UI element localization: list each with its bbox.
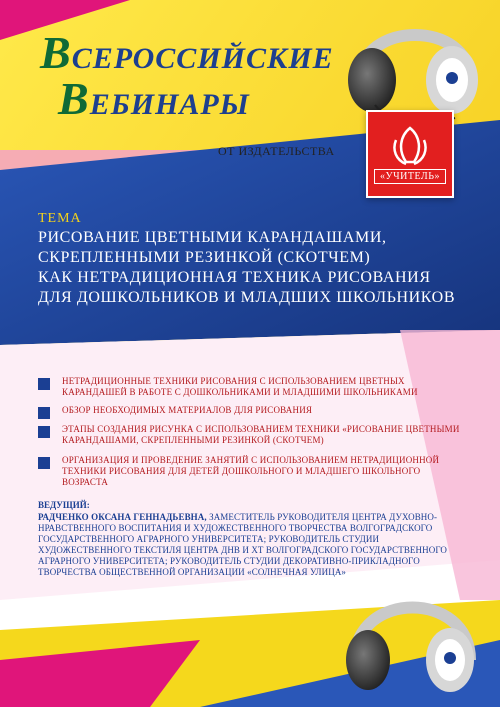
title-initial: В [40, 27, 72, 78]
publisher-label: ОТ ИЗДАТЕЛЬСТВА [218, 144, 335, 158]
bullet-square-icon [38, 457, 50, 469]
topic-title-line: ДЛЯ ДОШКОЛЬНИКОВ И МЛАДШИХ ШКОЛЬНИКОВ [38, 289, 456, 306]
host-name: РАДЧЕНКО ОКСАНА ГЕННАДЬЕВНА, [38, 512, 207, 522]
host-heading: ВЕДУЩИЙ: [38, 500, 90, 510]
title-initial: В [58, 73, 90, 124]
topic-title-line: РИСОВАНИЕ ЦВЕТНЫМИ КАРАНДАШАМИ, [38, 229, 387, 246]
bullet-square-icon [38, 426, 50, 438]
topic-title-line: СКРЕПЛЕННЫМИ РЕЗИНКОЙ (СКОТЧЕМ) [38, 249, 371, 266]
title-line-2 [58, 72, 250, 125]
uchitel-logo [366, 110, 454, 198]
bullet-square-icon [38, 407, 50, 419]
logo-label: «УЧИТЕЛЬ» [374, 169, 446, 184]
topic-heading: ТЕМА [38, 211, 82, 226]
program-item-text: ЭТАПЫ СОЗДАНИЯ РИСУНКА С ИСПОЛЬЗОВАНИЕМ ТЕХНИКИ «РИСОВАНИЕ ЦВЕТНЫМИ КАРАНДАШАМИ, СКРЕПЛЕННЫМИ РЕЗИНКОЙ (СКОТЧЕМ) [62, 424, 460, 445]
title-rest: ЕБИНАРЫ [89, 88, 250, 121]
program-item-text: НЕТРАДИЦИОННЫЕ ТЕХНИКИ РИСОВАНИЯ С ИСПОЛЬЗОВАНИЕМ ЦВЕТНЫХ КАРАНДАШЕЙ В РАБОТЕ С ДОШКОЛЬНИКАМИ И МЛАДШИМИ ШКОЛЬНИКАМИ [62, 376, 418, 397]
host-description [38, 512, 462, 578]
title-rest: СЕРОССИЙСКИЕ [71, 42, 334, 75]
topic-title-line: КАК НЕТРАДИЦИОННАЯ ТЕХНИКА РИСОВАНИЯ [38, 269, 431, 286]
host-bio: ЗАМЕСТИТЕЛЬ РУКОВОДИТЕЛЯ ЦЕНТРА ДУХОВНО-НРАВСТВЕННОГО ВОСПИТАНИЯ И ХУДОЖЕСТВЕННОГО ТВОРЧЕСТВА ВОЛГОГРАДСКОГО ГОСУДАРСТВЕННОГО АГРАРНОГО УНИВЕРСИТЕТА; РУКОВОДИТЕЛЬ СТУДИИ ХУДОЖЕСТВЕННОГО ТЕКСТИЛЯ ЦЕНТРА ДНВ И ХТ ВОЛГОГРАДСКОГО ГОСУДАРСТВЕННОГО АГРАРНОГО УНИВЕРСИТЕТА; РУКОВОДИТЕЛЬ СТУДИИ ДЕКОРАТИВНО-ПРИКЛАДНОГО ТВОРЧЕСТВА ОБЩЕСТВЕННОЙ ОРГАНИЗАЦИИ «СОЛНЕЧНАЯ УЛИЦА» [38, 512, 447, 577]
bullet-square-icon [38, 378, 50, 390]
program-item-text: ОРГАНИЗАЦИЯ И ПРОВЕДЕНИЕ ЗАНЯТИЙ С ИСПОЛЬЗОВАНИЕМ НЕТРАДИЦИОННОЙ ТЕХНИКИ РИСОВАНИЯ ДЛЯ ДЕТЕЙ ДОШКОЛЬНОГО И МЛАДШЕГО ШКОЛЬНОГО ВОЗРАСТА [62, 455, 440, 487]
program-item-text: ОБЗОР НЕОБХОДИМЫХ МАТЕРИАЛОВ ДЛЯ РИСОВАНИЯ [62, 405, 313, 415]
